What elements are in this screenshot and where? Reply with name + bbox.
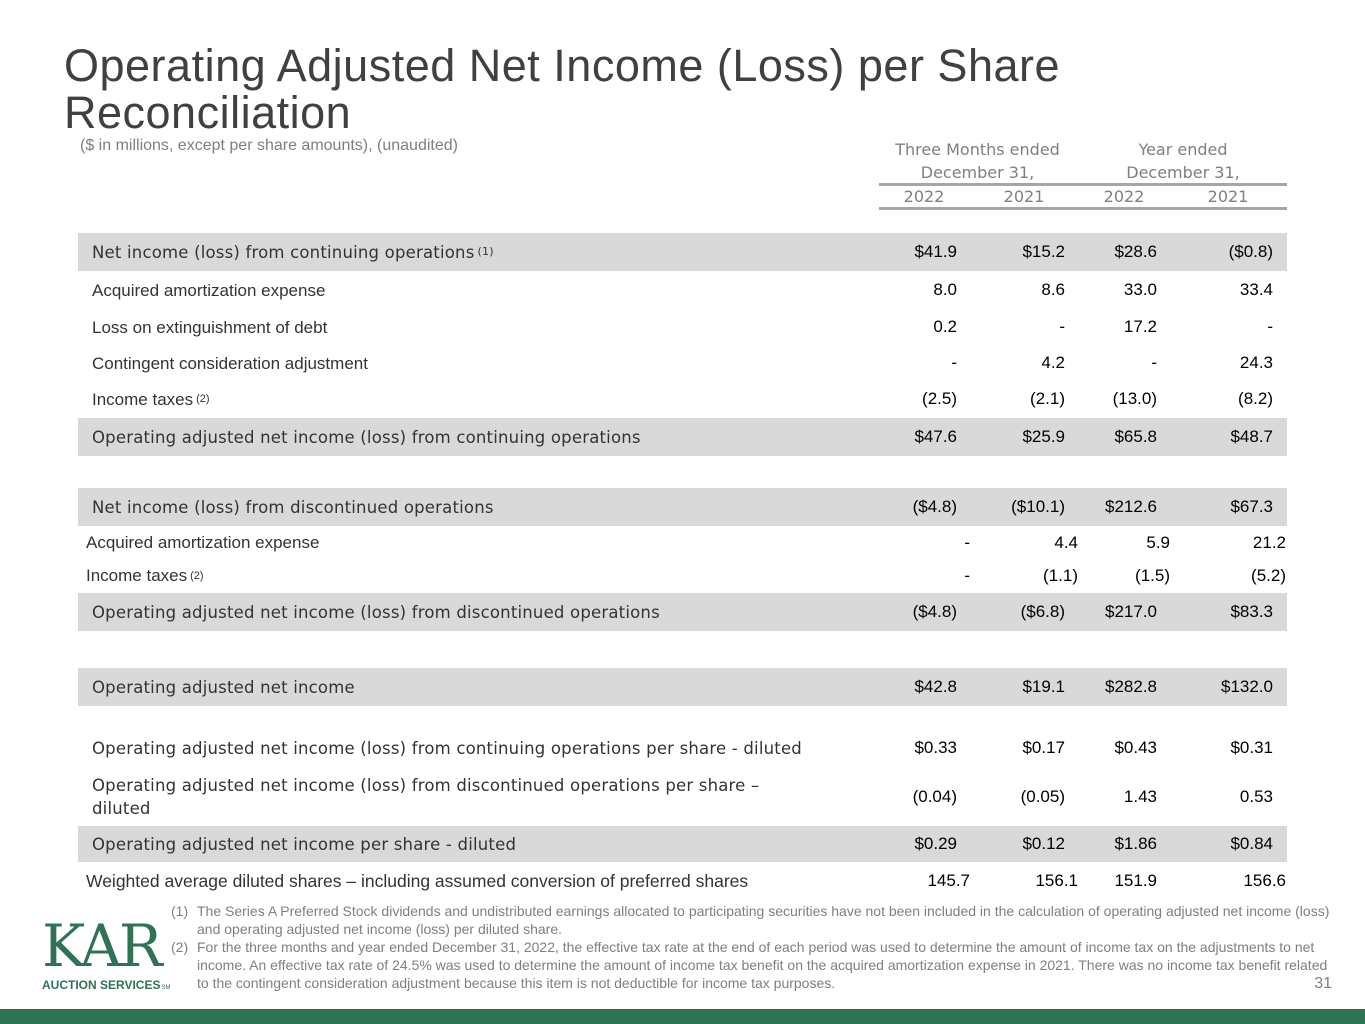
row-label: Income taxes (2) bbox=[86, 566, 204, 585]
cell-y-2022: $28.6 bbox=[1114, 242, 1157, 261]
cell-y-2021: - bbox=[1267, 317, 1273, 336]
row-label: Operating adjusted net income (loss) from continuing operations bbox=[92, 427, 641, 447]
row-label: Acquired amortization expense bbox=[92, 280, 326, 300]
cell-y-2021: (5.2) bbox=[1251, 565, 1286, 585]
cell-y-2021: 21.2 bbox=[1252, 532, 1286, 552]
table-row bbox=[78, 559, 1287, 592]
cell-q-2022: ($4.8) bbox=[912, 602, 957, 621]
year-header-y-2021: 2021 bbox=[1207, 187, 1249, 206]
cell-y-2021: 24.3 bbox=[1239, 353, 1273, 372]
cell-q-2022: ($4.8) bbox=[912, 497, 957, 516]
cell-y-2021: $83.3 bbox=[1230, 602, 1273, 621]
table-row bbox=[78, 344, 1287, 382]
cell-q-2022: 0.2 bbox=[933, 317, 957, 336]
table-row bbox=[78, 488, 1287, 526]
table-row bbox=[78, 826, 1287, 862]
year-header-y-2022: 2022 bbox=[1103, 187, 1145, 206]
row-label: Weighted average diluted shares – including assumed conversion of preferred shares bbox=[86, 870, 749, 891]
row-label: Operating adjusted net income (loss) from discontinued operations per share – diluted bbox=[92, 776, 760, 818]
cell-q-2021: $15.2 bbox=[1022, 242, 1065, 261]
row-label: Income taxes (2) bbox=[92, 389, 210, 409]
three-months-header: Three Months ended December 31, bbox=[895, 140, 1060, 182]
row-label: Operating adjusted net income per share - diluted bbox=[92, 834, 517, 854]
table-row bbox=[78, 418, 1287, 456]
cell-q-2022: (0.04) bbox=[912, 787, 957, 806]
cell-y-2022: (13.0) bbox=[1112, 389, 1157, 408]
cell-q-2021: 4.2 bbox=[1041, 353, 1065, 372]
row-label: Operating adjusted net income (loss) from continuing operations per share - diluted bbox=[92, 738, 802, 758]
cell-q-2022: 8.0 bbox=[933, 280, 957, 299]
cell-y-2021: (8.2) bbox=[1238, 389, 1273, 408]
table-row bbox=[78, 233, 1287, 271]
cell-y-2022: $282.8 bbox=[1105, 677, 1157, 696]
row-label: Contingent consideration adjustment bbox=[92, 353, 368, 373]
cell-q-2022: $0.33 bbox=[914, 738, 957, 757]
cell-q-2022: (2.5) bbox=[922, 389, 957, 408]
cell-y-2022: - bbox=[1151, 353, 1157, 372]
cell-q-2022: $42.8 bbox=[914, 677, 957, 696]
cell-y-2021: 156.6 bbox=[1243, 871, 1286, 890]
cell-y-2022: 33.0 bbox=[1123, 280, 1157, 299]
row-label: Loss on extinguishment of debt bbox=[92, 317, 328, 337]
cell-q-2022: - bbox=[964, 532, 970, 552]
cell-y-2021: $132.0 bbox=[1221, 677, 1273, 696]
cell-y-2021: $67.3 bbox=[1230, 497, 1273, 516]
year-header-q-2022: 2022 bbox=[903, 187, 945, 206]
cell-q-2021: (1.1) bbox=[1043, 565, 1078, 585]
cell-q-2021: (0.05) bbox=[1020, 787, 1065, 806]
cell-q-2021: 8.6 bbox=[1041, 280, 1065, 299]
cell-y-2022: 1.43 bbox=[1123, 787, 1157, 806]
table-row bbox=[78, 308, 1287, 346]
cell-q-2022: - bbox=[964, 565, 970, 585]
cell-y-2022: 17.2 bbox=[1123, 317, 1157, 336]
cell-y-2022: $217.0 bbox=[1105, 602, 1157, 621]
cell-y-2021: 33.4 bbox=[1239, 280, 1273, 299]
page-title: Operating Adjusted Net Income (Loss) per Share Reconciliation bbox=[64, 40, 1061, 138]
cell-y-2022: 5.9 bbox=[1146, 532, 1170, 552]
cell-q-2021: ($10.1) bbox=[1011, 497, 1065, 516]
footer-bar bbox=[0, 1009, 1365, 1024]
table-row bbox=[78, 769, 1287, 825]
table-row bbox=[78, 729, 1287, 767]
cell-y-2022: 151.9 bbox=[1114, 871, 1157, 890]
cell-q-2021: 4.4 bbox=[1054, 532, 1078, 552]
row-label: Operating adjusted net income bbox=[92, 677, 355, 697]
cell-q-2022: $47.6 bbox=[914, 427, 957, 446]
page-subtitle: ($ in millions, except per share amounts), (unaudited) bbox=[80, 137, 458, 154]
cell-q-2022: - bbox=[951, 353, 957, 372]
table-row bbox=[78, 593, 1287, 631]
cell-q-2021: $0.17 bbox=[1022, 738, 1065, 757]
year-ended-header: Year ended December 31, bbox=[1126, 140, 1240, 182]
cell-q-2021: $19.1 bbox=[1022, 677, 1065, 696]
cell-y-2021: $0.84 bbox=[1230, 834, 1273, 853]
row-label: Net income (loss) from continuing operations (1) bbox=[92, 242, 494, 262]
cell-q-2021: 156.1 bbox=[1035, 871, 1078, 890]
cell-q-2021: $25.9 bbox=[1022, 427, 1065, 446]
cell-q-2022: $0.29 bbox=[914, 834, 957, 853]
cell-q-2021: - bbox=[1059, 317, 1065, 336]
footnote-1: (1) The Series A Preferred Stock dividends and undistributed earnings allocated to participating securities have not been included in the calculation of operating adjusted net income (loss) and operating adjusted net income (loss) per diluted share. bbox=[171, 903, 1330, 937]
row-label: Acquired amortization expense bbox=[86, 533, 320, 552]
cell-q-2021: (2.1) bbox=[1030, 389, 1065, 408]
cell-q-2021: $0.12 bbox=[1022, 834, 1065, 853]
table-row bbox=[78, 863, 1287, 899]
cell-y-2022: $212.6 bbox=[1105, 497, 1157, 516]
row-label: Operating adjusted net income (loss) from discontinued operations bbox=[92, 602, 660, 622]
cell-y-2021: 0.53 bbox=[1239, 787, 1273, 806]
header-rule-bottom bbox=[879, 207, 1287, 210]
cell-y-2022: $65.8 bbox=[1114, 427, 1157, 446]
table-row bbox=[78, 271, 1287, 309]
page-number: 31 bbox=[1314, 975, 1332, 992]
cell-y-2021: $0.31 bbox=[1230, 738, 1273, 757]
kar-logo: KAR AUCTION SERVICESSM bbox=[42, 912, 171, 992]
cell-q-2022: 145.7 bbox=[927, 871, 970, 890]
year-header-q-2021: 2021 bbox=[1003, 187, 1045, 206]
cell-y-2021: $48.7 bbox=[1230, 427, 1273, 446]
cell-y-2022: $1.86 bbox=[1114, 834, 1157, 853]
footnote-2: (2) For the three months and year ended December 31, 2022, the effective tax rate at the end of each period was used to determine the amount of income tax on the adjustments to net income. An effective tax rate of 24.5% was used to determine the amount of income tax benefit on the acquired amortization expense in 2021. There was no income tax benefit related to the contingent consideration adjustment because this item is not deductible for income tax purposes. bbox=[171, 939, 1328, 991]
cell-y-2022: $0.43 bbox=[1114, 738, 1157, 757]
cell-q-2021: ($6.8) bbox=[1020, 602, 1065, 621]
table-row bbox=[78, 668, 1287, 706]
cell-q-2022: $41.9 bbox=[914, 242, 957, 261]
footnotes bbox=[171, 902, 1336, 992]
table-row bbox=[78, 380, 1287, 418]
cell-y-2021: ($0.8) bbox=[1228, 242, 1273, 261]
cell-y-2022: (1.5) bbox=[1135, 565, 1170, 585]
row-label: Net income (loss) from discontinued operations bbox=[92, 497, 494, 517]
table-row bbox=[78, 526, 1287, 559]
